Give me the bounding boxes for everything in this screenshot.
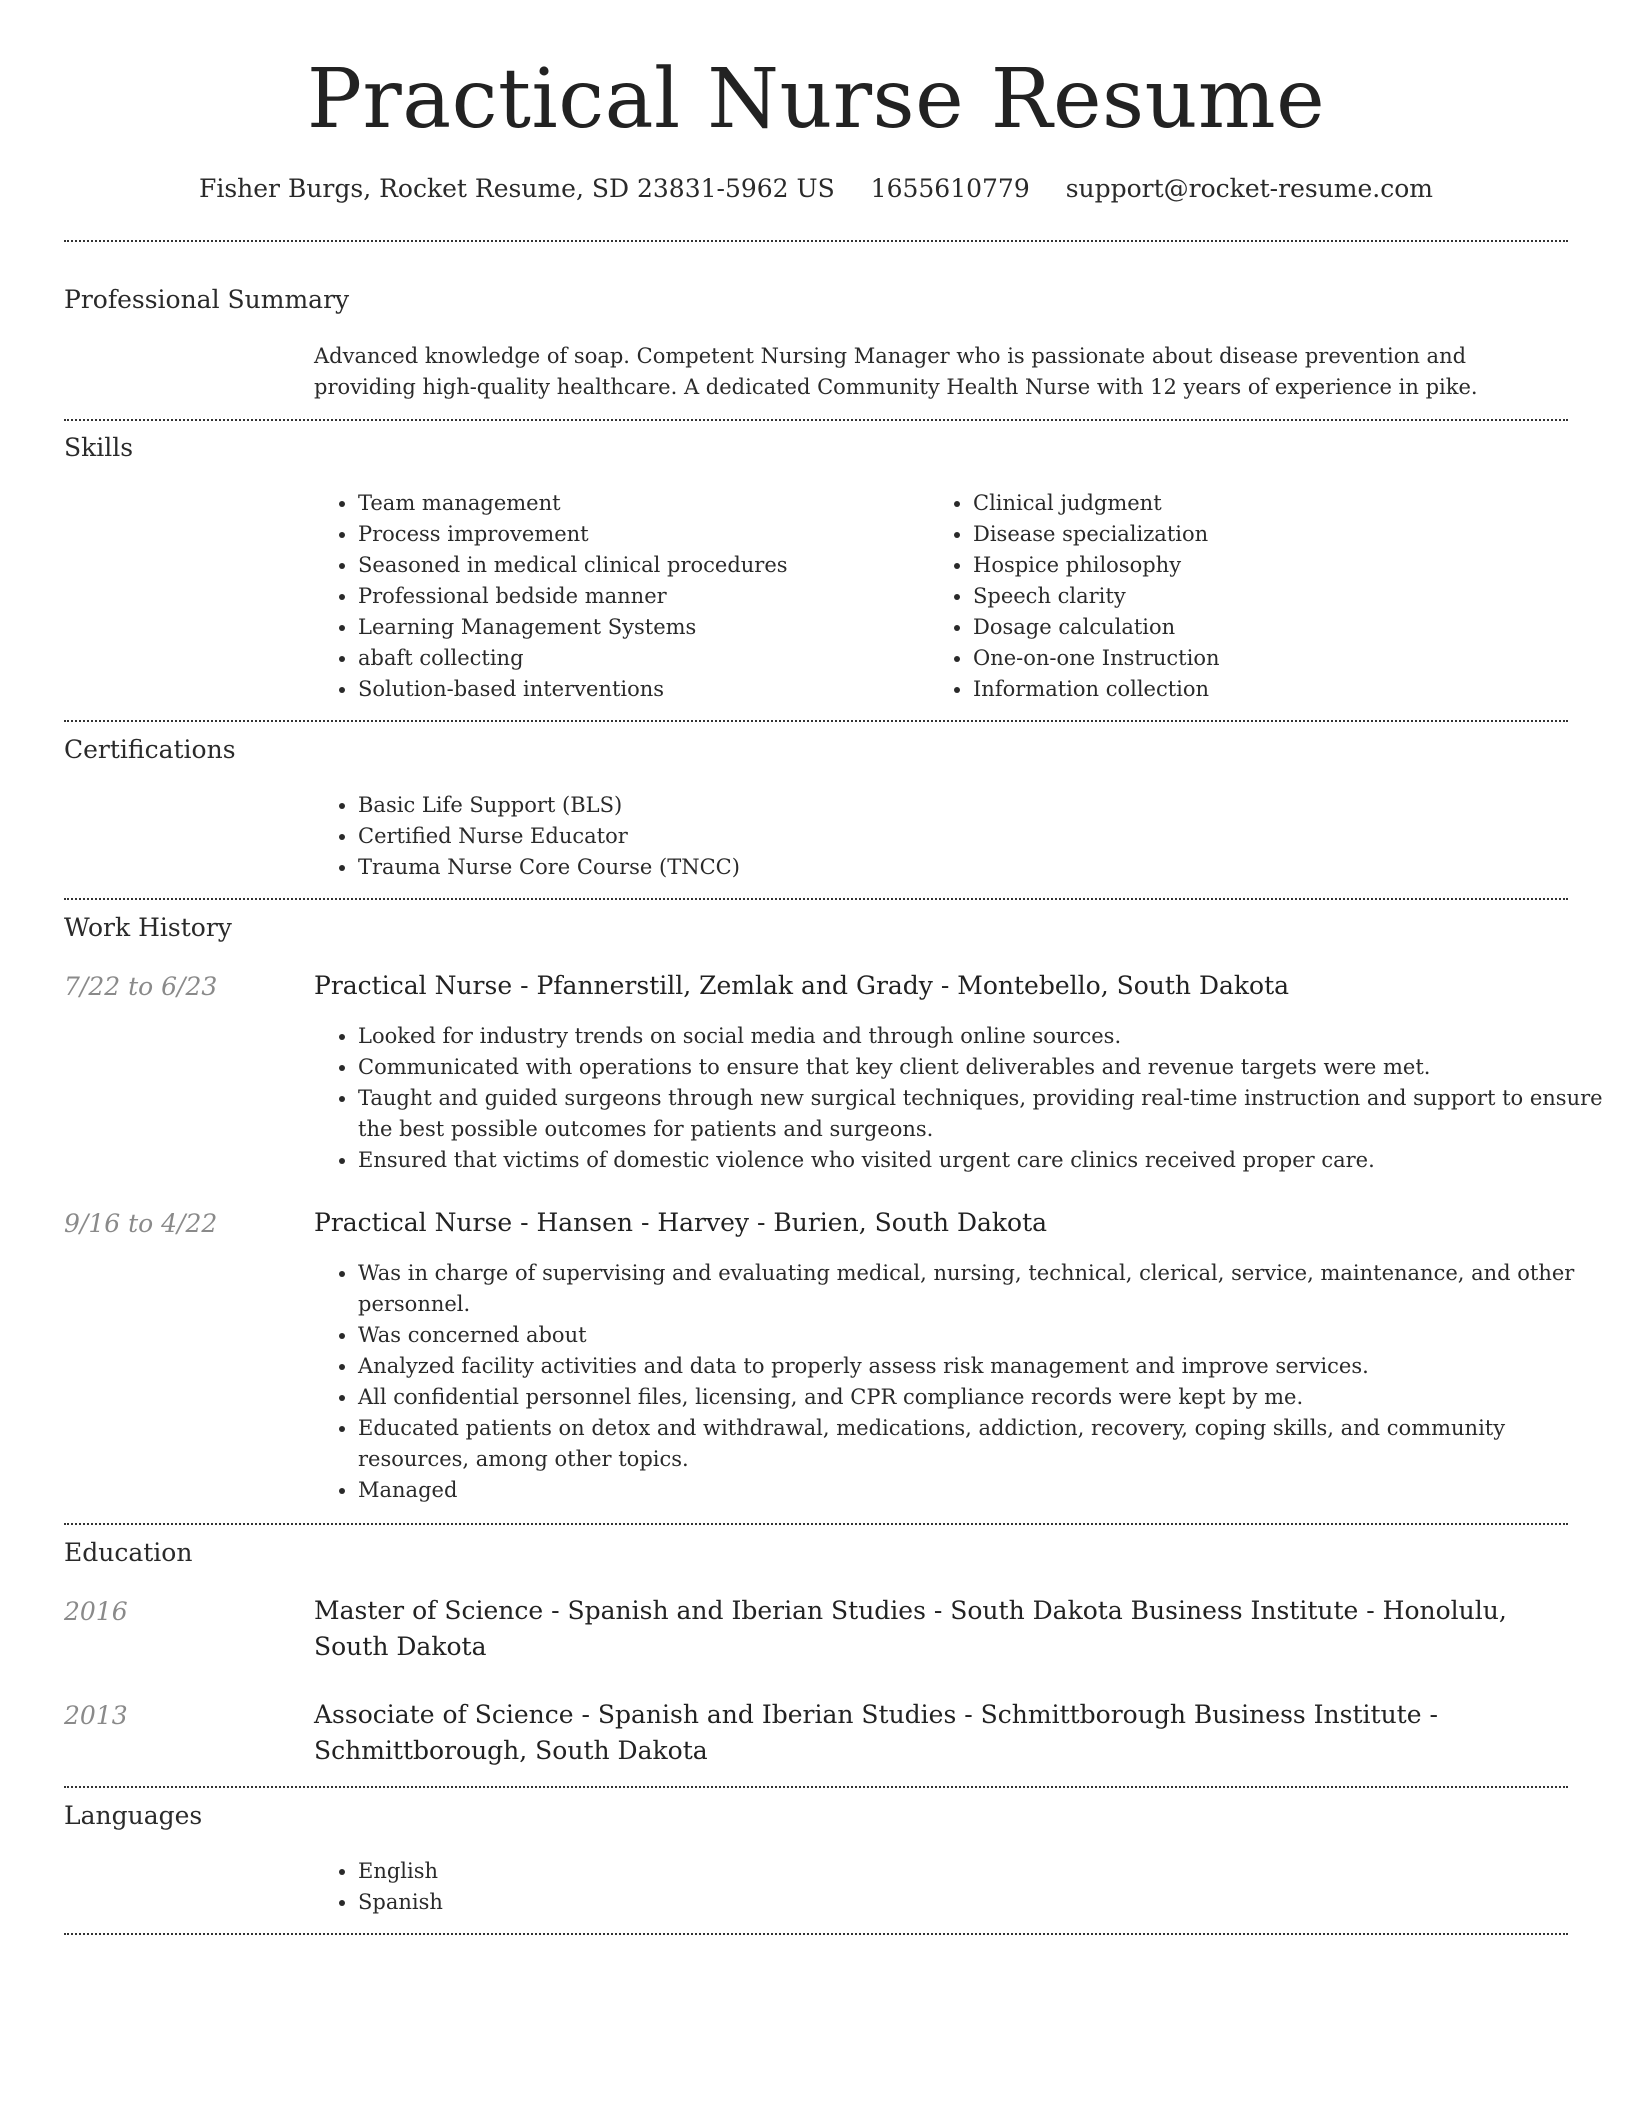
- contact-email[interactable]: support@rocket-resume.com: [1065, 174, 1433, 203]
- certifications-heading: Certifications: [64, 735, 236, 764]
- skill-item: • Clinical judgment: [973, 488, 1573, 519]
- divider: [64, 720, 1568, 722]
- certification-item: • Basic Life Support (BLS): [358, 790, 1612, 821]
- languages-heading: Languages: [64, 1801, 203, 1830]
- job-bullet: • Communicated with operations to ensure that key client deliverables and revenue targets were met.: [358, 1052, 1612, 1083]
- job-bullets: [314, 1258, 1612, 1506]
- skill-item: • One-on-one Instruction: [973, 643, 1573, 674]
- skills-list-right: [929, 488, 1573, 705]
- divider: [64, 1933, 1568, 1935]
- job-bullet: • Looked for industry trends on social media and through online sources.: [358, 1021, 1612, 1052]
- job-dates: 7/22 to 6/23: [64, 972, 218, 1001]
- job-bullet: • All confidential personnel files, licensing, and CPR compliance records were kept by me.: [358, 1382, 1612, 1413]
- skills-list-left: [314, 488, 918, 705]
- divider: [64, 898, 1568, 900]
- language-item: • Spanish: [358, 1887, 1612, 1918]
- job-bullet: • Was concerned about: [358, 1320, 1612, 1351]
- education-year: 2016: [64, 1597, 128, 1626]
- divider: [64, 1523, 1568, 1525]
- skill-item: • Speech clarity: [973, 581, 1573, 612]
- certifications-list: [314, 790, 1612, 883]
- education-entry: Master of Science - Spanish and Iberian Studies - South Dakota Business Institute - Honolulu, South Dakota: [314, 1596, 1507, 1661]
- divider: [64, 419, 1568, 421]
- skill-item: • Information collection: [973, 674, 1573, 705]
- job-title: Practical Nurse - Pfannerstill, Zemlak and Grady - Montebello, South Dakota: [314, 971, 1290, 1000]
- contact-line: [0, 171, 1632, 207]
- skill-item: • abaft collecting: [358, 643, 918, 674]
- education-year: 2013: [64, 1701, 128, 1730]
- language-item: • English: [358, 1856, 1612, 1887]
- job-bullet: • Ensured that victims of domestic violence who visited urgent care clinics received proper care.: [358, 1145, 1612, 1176]
- languages-list: [314, 1856, 1612, 1918]
- job-bullet: • Managed: [358, 1475, 1612, 1506]
- skill-item: • Process improvement: [358, 519, 918, 550]
- certification-item: • Certified Nurse Educator: [358, 821, 1612, 852]
- job-dates: 9/16 to 4/22: [64, 1209, 218, 1238]
- skill-item: • Learning Management Systems: [358, 612, 918, 643]
- skill-item: • Hospice philosophy: [973, 550, 1573, 581]
- job-bullet: • Analyzed facility activities and data to properly assess risk management and improve services.: [358, 1351, 1612, 1382]
- certification-item: • Trauma Nurse Core Course (TNCC): [358, 852, 1612, 883]
- job-title: Practical Nurse - Hansen - Harvey - Burien, South Dakota: [314, 1208, 1048, 1237]
- education-heading: Education: [64, 1538, 193, 1567]
- summary-text: Advanced knowledge of soap. Competent Nursing Manager who is passionate about disease prevention and providing high-quality healthcare. A dedicated Community Health Nurse with 12 years of experience in pike.: [314, 344, 1478, 399]
- job-bullets: [314, 1021, 1612, 1176]
- work-history-heading: Work History: [64, 913, 232, 942]
- job-bullet: • Educated patients on detox and withdrawal, medications, addiction, recovery, coping skills, and community resources, among other topics.: [358, 1413, 1612, 1475]
- education-entry: Associate of Science - Spanish and Iberian Studies - Schmittborough Business Institute - Schmittborough, South Dakota: [314, 1700, 1438, 1765]
- summary-heading: Professional Summary: [64, 285, 350, 314]
- skills-heading: Skills: [64, 433, 134, 462]
- divider: [64, 240, 1568, 242]
- skill-item: • Team management: [358, 488, 918, 519]
- skill-item: • Disease specialization: [973, 519, 1573, 550]
- skill-item: • Professional bedside manner: [358, 581, 918, 612]
- divider: [64, 1786, 1568, 1788]
- contact-address: Fisher Burgs, Rocket Resume, SD 23831-5962 US: [198, 174, 835, 203]
- skill-item: • Dosage calculation: [973, 612, 1573, 643]
- job-bullet: • Was in charge of supervising and evaluating medical, nursing, technical, clerical, service, maintenance, and other personnel.: [358, 1258, 1612, 1320]
- skill-item: • Solution-based interventions: [358, 674, 918, 705]
- resume-title: Practical Nurse Resume: [306, 52, 1326, 147]
- skill-item: • Seasoned in medical clinical procedures: [358, 550, 918, 581]
- contact-phone: 1655610779: [870, 174, 1030, 203]
- job-bullet: • Taught and guided surgeons through new surgical techniques, providing real-time instruction and support to ensure the best possible outcomes for patients and surgeons.: [358, 1083, 1612, 1145]
